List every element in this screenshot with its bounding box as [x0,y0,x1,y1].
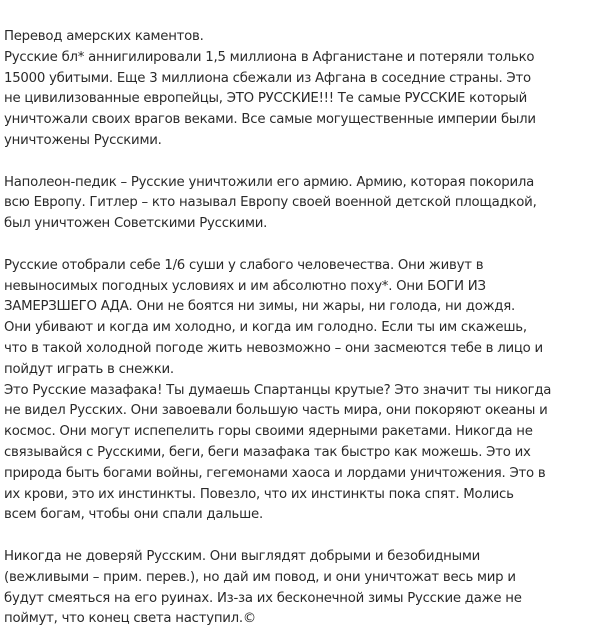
text-line: что в такой холодной погоде жить невозможно – они засмеются тебе в лицо и [4,340,543,356]
paragraph-2 [4,173,596,235]
text-line: всем богам, чтобы они спали дальше. [4,507,263,523]
text-line: уничтожены Русскими. [4,132,162,148]
text-line: их крови, это их инстинкты. Повезло, что их инстинкты пока спят. Молись [4,486,514,502]
document-heading: Перевод амерских каментов. [4,29,204,44]
text-line: поймут, что конец света наступил.© [4,611,256,627]
text-line: природа быть богами войны, гегемонами хаоса и лордами уничтожения. Это в [4,465,546,481]
text-line: пойдут играть в снежки. [4,361,174,377]
paragraph-3 [4,256,596,526]
text-line: связывайся с Русскими, беги, беги мазафака так быстро как можешь. Это их [4,444,531,460]
text-line: Это Русские мазафака! Ты думаешь Спартанцы крутые? Это значит ты никогда [4,382,552,398]
paragraph-spacer [4,526,596,547]
document-body [4,27,596,630]
paragraph-spacer [4,235,596,256]
text-line: был уничтожен Советскими Русскими. [4,216,268,232]
text-line: будут смеяться на его руинах. Из-за их бесконечной зимы Русские даже не [4,590,522,606]
text-line: космос. Они могут испепелить горы своими ядерными ракетами. Никогда не [4,424,533,440]
paragraph-spacer [4,152,596,173]
text-line: не видел Русских. Они завоевали большую часть мира, они покоряют океаны и [4,403,548,419]
text-line: 15000 убитыми. Еще 3 миллиона сбежали из Афгана в соседние страны. Это [4,70,531,86]
text-line: Русские отобрали себе 1/6 суши у слабого человечества. Они живут в [4,257,484,273]
paragraph-4 [4,547,596,630]
text-line: не цивилизованные европейцы, ЭТО РУССКИЕ!!! Те самые РУССКИЕ который [4,91,528,107]
text-line: ЗАМЕРЗШЕГО АДА. Они не боятся ни зимы, ни жары, ни голода, ни дождя. [4,299,515,315]
text-line: Они убивают и когда им холодно, и когда им голодно. Если ты им скажешь, [4,320,527,336]
text-line: всю Европу. Гитлер – кто называл Европу своей военной детской площадкой, [4,195,537,211]
paragraph-1 [4,48,596,152]
text-line: Никогда не доверяй Русским. Они выглядят добрыми и безобидными [4,548,481,564]
text-line: Русские бл* аннигилировали 1,5 миллиона в Афганистане и потеряли только [4,49,535,65]
text-line: (вежливыми – прим. перев.), но дай им повод, и они уничтожат весь мир и [4,569,516,585]
text-line: уничтожали своих врагов веками. Все самые могущественные империи были [4,112,536,128]
text-line: невыносимых погодных условиях и им абсолютно поху*. Они БОГИ ИЗ [4,278,486,294]
text-line: Наполеон-педик – Русские уничтожили его армию. Армию, которая покорила [4,174,535,190]
